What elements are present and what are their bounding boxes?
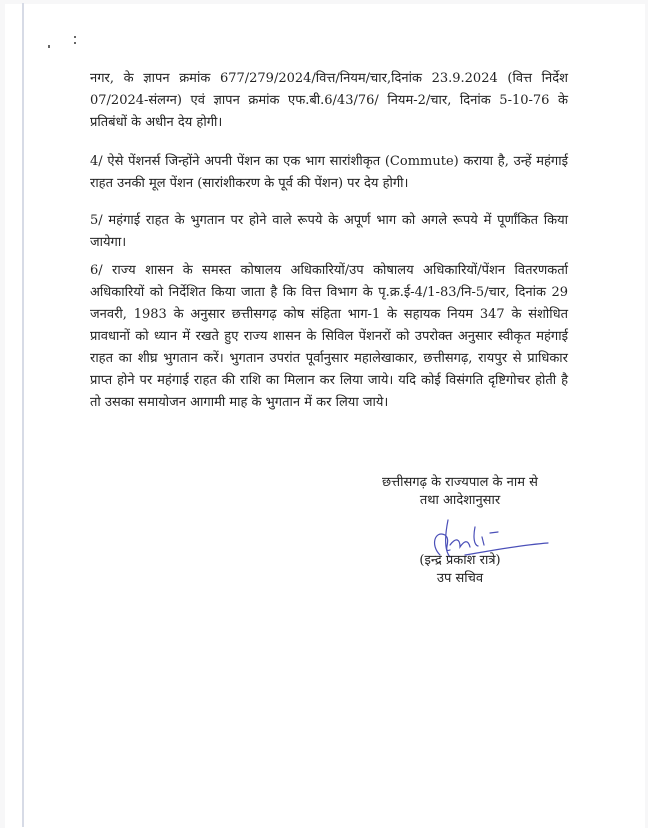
paragraph-text: 4/ ऐसे पेंशनर्स जिन्होंने अपनी पेंशन का एक भाग सारांशीकृत (Commute) कराया है, उन्हें महंगाई राहत उनकी मूल पेंशन (सारांशीकरण के पूर्व की पेंशन) पर देय होगी। <box>90 154 568 191</box>
scan-speck <box>74 36 76 38</box>
paragraph-2 <box>90 151 568 195</box>
paragraph-4 <box>90 260 568 414</box>
scan-speck <box>48 45 50 48</box>
signatory-designation: उप सचिव <box>436 571 484 586</box>
authority-line-1: छत्तीसगढ़ के राज्यपाल के नाम से <box>382 475 538 490</box>
authority-line-2: तथा आदेशानुसार <box>419 493 501 508</box>
signatory-name: (इन्द्र प्रकाश रात्रे) <box>419 553 501 568</box>
signatory-block <box>350 552 570 588</box>
signature-block <box>350 474 570 510</box>
paragraph-3 <box>90 210 568 254</box>
paragraph-text: 6/ राज्य शासन के समस्त कोषालय अधिकारियों/उप कोषालय अधिकारियों/पेंशन वितरणकर्ता अधिकारियों को निर्देशित किया जाता है कि वित्त विभाग के पृ.क्र.ई-4/1-83/नि-5/चार, दिनांक 29 जनवरी, 1983 के अनुसार छत्तीसगढ़ कोष संहिता भाग-1 के सहायक नियम 347 के संशोधित प्रावधानों को ध्यान में रखते हुए राज्य शासन के सिविल पेंशनरों को उपरोक्त अनुसार स्वीकृत महंगाई राहत का शीघ्र भुगतान करें। भुगतान उपरांत पूर्वानुसार महालेखाकार, छत्तीसगढ़, रायपुर से प्राधिकार प्राप्त होने पर महंगाई राहत की राशि का मिलान कर लिया जाये। यदि कोई विसंगति दृष्टिगोचर होती है तो उसका समायोजन आगामी माह के भुगतान में कर लिया जाये। <box>90 263 568 410</box>
page-edge-line <box>22 3 24 827</box>
scan-speck <box>74 42 76 44</box>
paragraph-text: 5/ महंगाई राहत के भुगतान पर होने वाले रूपये के अपूर्ण भाग को अगले रूपये में पूर्णांकित किया जायेगा। <box>90 213 568 250</box>
paragraph-text: नगर, के ज्ञापन क्रमांक 677/279/2024/वित्त/नियम/चार,दिनांक 23.9.2024 (वित्त निर्देश 07/2024-संलग्न) एवं ज्ञापन क्रमांक एफ.बी.6/43/76/ नियम-2/चार, दिनांक 5-10-76 के प्रतिबंधों के अधीन देय होगी। <box>90 71 568 130</box>
paragraph-1 <box>90 68 568 134</box>
